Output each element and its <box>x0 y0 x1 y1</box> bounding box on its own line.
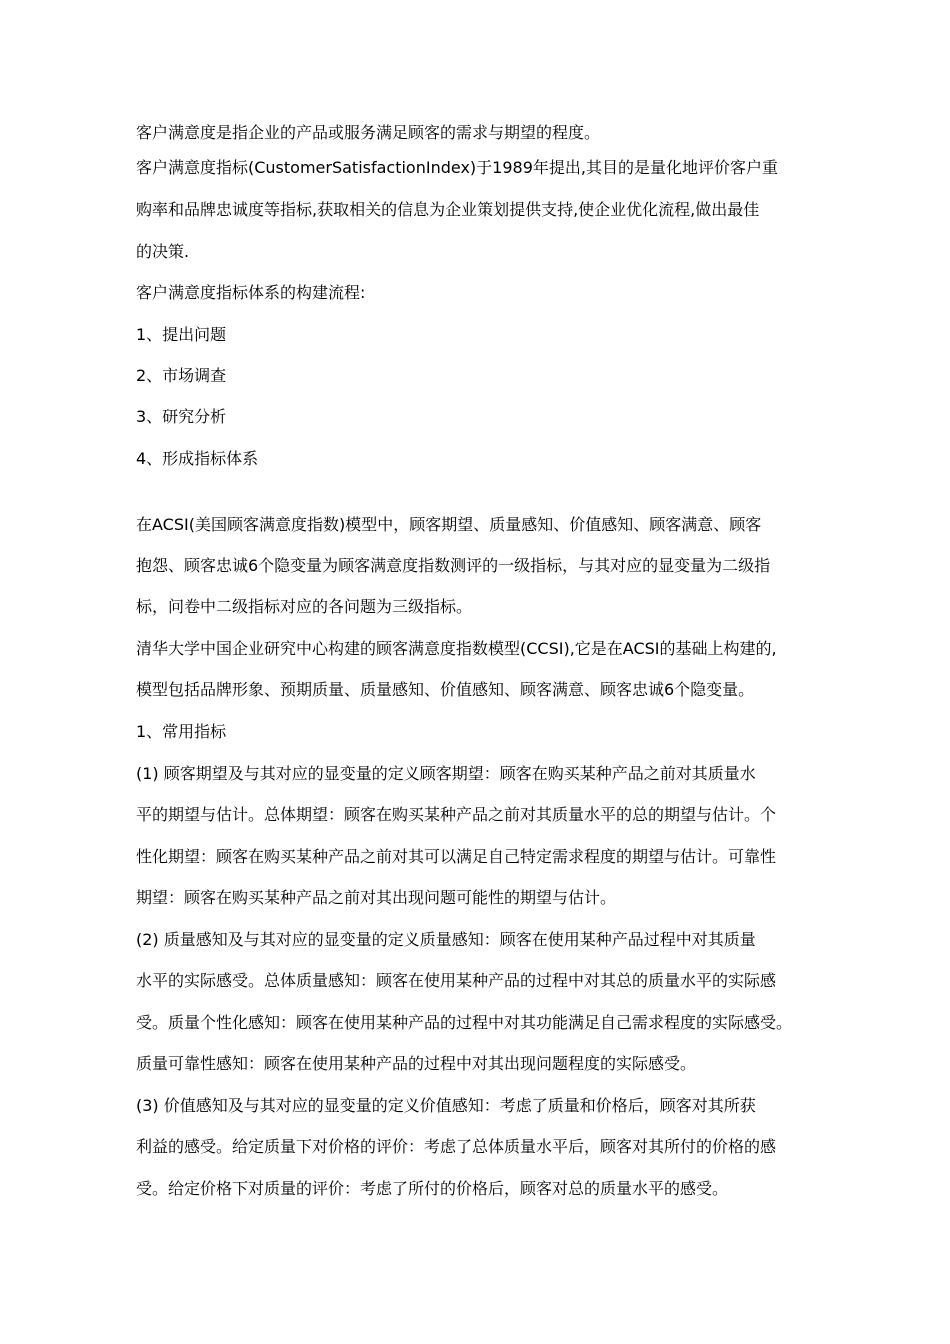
paragraph-line: 利益的感受。给定质量下对价格的评价：考虑了总体质量水平后，顾客对其所付的价格的感 <box>136 1137 777 1156</box>
paragraph-line: (3) 价值感知及与其对应的显变量的定义价值感知：考虑了质量和价格后，顾客对其所获 <box>136 1096 756 1115</box>
section-heading: 客户满意度指标体系的构建流程: <box>136 283 366 302</box>
paragraph-line: 客户满意度指标(CustomerSatisfactionIndex)于1989年提出,其目的是量化地评价客户重 <box>136 158 778 177</box>
paragraph-line: 清华大学中国企业研究中心构建的顾客满意度指数模型(CCSI),它是在ACSI的基础上构建的, <box>136 639 777 658</box>
list-item: 3、研究分析 <box>136 407 227 426</box>
list-item: 2、市场调查 <box>136 366 227 385</box>
paragraph-line: 客户满意度是指企业的产品或服务满足顾客的需求与期望的程度。 <box>136 123 601 142</box>
paragraph-line: 水平的实际感受。总体质量感知：顾客在使用某种产品的过程中对其总的质量水平的实际感 <box>136 971 777 990</box>
paragraph-line: (1) 顾客期望及与其对应的显变量的定义顾客期望：顾客在购买某种产品之前对其质量水 <box>136 764 756 783</box>
list-item: 1、提出问题 <box>136 325 227 344</box>
paragraph-line: 标，问卷中二级指标对应的各问题为三级指标。 <box>136 597 473 616</box>
paragraph-line: 性化期望：顾客在购买某种产品之前对其可以满足自己特定需求程度的期望与估计。可靠性 <box>136 847 777 866</box>
paragraph-line: 平的期望与估计。总体期望：顾客在购买某种产品之前对其质量水平的总的期望与估计。个 <box>136 805 777 824</box>
paragraph-line: (2) 质量感知及与其对应的显变量的定义质量感知：顾客在使用某种产品过程中对其质量 <box>136 930 756 949</box>
paragraph-line: 模型包括品牌形象、预期质量、质量感知、价值感知、顾客满意、顾客忠诚6个隐变量。 <box>136 680 755 699</box>
paragraph-line: 在ACSI(美国顾客满意度指数)模型中，顾客期望、质量感知、价值感知、顾客满意、顾客 <box>136 515 762 534</box>
paragraph-line: 受。给定价格下对质量的评价：考虑了所付的价格后，顾客对总的质量水平的感受。 <box>136 1179 729 1198</box>
paragraph-line: 受。质量个性化感知：顾客在使用某种产品的过程中对其功能满足自己需求程度的实际感受。 <box>136 1013 793 1032</box>
paragraph-line: 期望：顾客在购买某种产品之前对其出现问题可能性的期望与估计。 <box>136 888 617 907</box>
paragraph-line: 的决策. <box>136 242 190 261</box>
list-item: 4、形成指标体系 <box>136 449 259 468</box>
section-heading: 1、常用指标 <box>136 722 227 741</box>
paragraph-line: 质量可靠性感知：顾客在使用某种产品的过程中对其出现问题程度的实际感受。 <box>136 1054 697 1073</box>
paragraph-line: 抱怨、顾客忠诚6个隐变量为顾客满意度指数测评的一级指标，与其对应的显变量为二级指 <box>136 556 771 575</box>
paragraph-line: 购率和品牌忠诚度等指标,获取相关的信息为企业策划提供支持,使企业优化流程,做出最佳 <box>136 200 760 219</box>
